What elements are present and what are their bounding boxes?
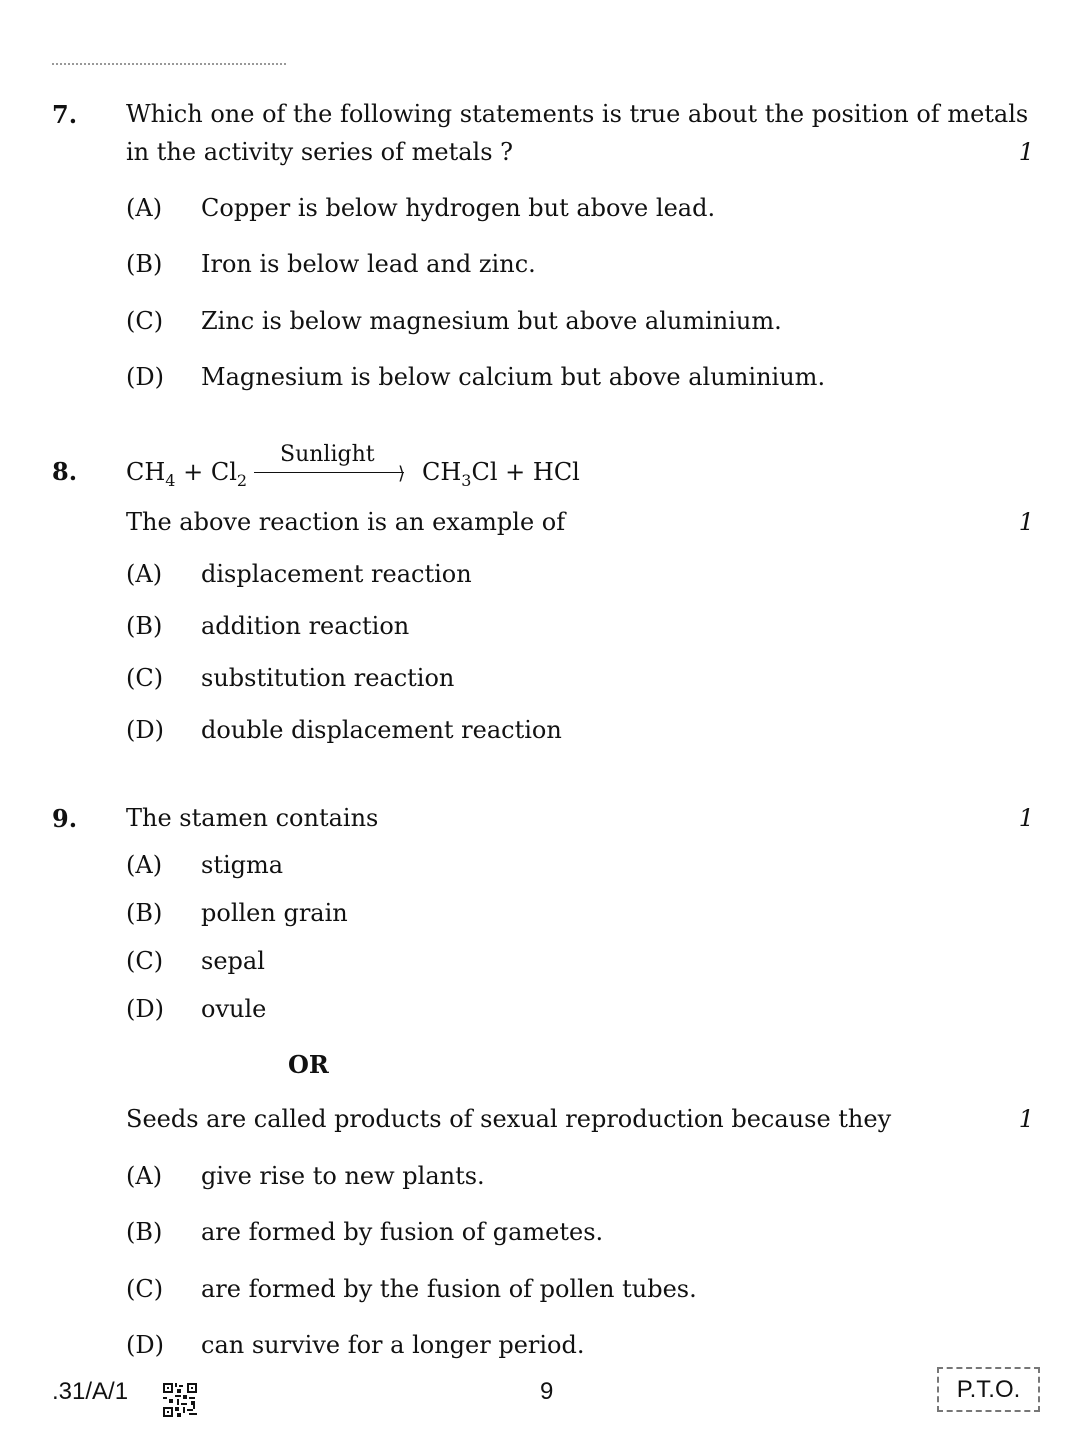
- option-text: Magnesium is below calcium but above aluminium.: [201, 363, 826, 391]
- page-number: 9: [540, 1378, 554, 1405]
- equation-reactants: $CH_4 + Cl_2$: [126, 458, 248, 490]
- option-text: give rise to new plants.: [201, 1162, 485, 1190]
- option-label: (A): [126, 1162, 163, 1190]
- question-7-text-line1: Which one of the following statements is true about the position of metals: [126, 100, 1029, 128]
- option-label: (A): [126, 560, 163, 588]
- option-text: Zinc is below magnesium but above aluminium.: [201, 307, 782, 335]
- arrow-head-icon: ⟩: [398, 463, 406, 484]
- arrow-line: [254, 472, 404, 473]
- option-label: (C): [126, 664, 164, 692]
- paper-code: .31/A/1: [52, 1378, 129, 1405]
- option-text: substitution reaction: [201, 664, 455, 692]
- option-text: pollen grain: [201, 899, 348, 927]
- question-9-text: The stamen contains: [126, 804, 379, 832]
- question-7-marks: 1: [1018, 138, 1034, 166]
- question-8-marks: 1: [1018, 508, 1034, 536]
- question-9-marks: 1: [1018, 804, 1034, 832]
- question-9-alt-text: Seeds are called products of sexual reproduction because they: [126, 1105, 892, 1133]
- option-text: are formed by fusion of gametes.: [201, 1218, 604, 1246]
- qr-code-icon: [163, 1383, 197, 1417]
- option-label: (B): [126, 899, 163, 927]
- option-text: Iron is below lead and zinc.: [201, 250, 536, 278]
- option-text: ovule: [201, 995, 267, 1023]
- option-label: (C): [126, 947, 164, 975]
- option-text: can survive for a longer period.: [201, 1331, 585, 1359]
- question-8-number: 8.: [52, 457, 78, 486]
- reaction-condition: Sunlight: [280, 442, 375, 467]
- option-label: (D): [126, 1331, 164, 1359]
- chemical-equation: [126, 442, 726, 490]
- or-divider: OR: [288, 1050, 329, 1079]
- equation-products: $CH_3Cl$ + HCl: [422, 458, 580, 490]
- option-label: (C): [126, 307, 164, 335]
- option-text: stigma: [201, 851, 284, 879]
- option-text: sepal: [201, 947, 265, 975]
- question-9-alt-marks: 1: [1018, 1105, 1034, 1133]
- question-8-text: The above reaction is an example of: [126, 508, 566, 536]
- option-label: (B): [126, 1218, 163, 1246]
- option-label: (A): [126, 194, 163, 222]
- option-label: (D): [126, 995, 164, 1023]
- header-divider: [52, 63, 286, 65]
- option-label: (D): [126, 716, 164, 744]
- option-text: Copper is below hydrogen but above lead.: [201, 194, 716, 222]
- option-label: (C): [126, 1275, 164, 1303]
- option-text: are formed by the fusion of pollen tubes.: [201, 1275, 697, 1303]
- option-label: (D): [126, 363, 164, 391]
- pto-box: P.T.O.: [937, 1367, 1040, 1412]
- option-text: addition reaction: [201, 612, 410, 640]
- option-label: (A): [126, 851, 163, 879]
- option-label: (B): [126, 612, 163, 640]
- question-9-number: 9.: [52, 804, 78, 833]
- question-7-text-line2: in the activity series of metals ?: [126, 138, 514, 166]
- option-text: displacement reaction: [201, 560, 472, 588]
- question-7-number: 7.: [52, 100, 78, 129]
- option-text: double displacement reaction: [201, 716, 562, 744]
- option-label: (B): [126, 250, 163, 278]
